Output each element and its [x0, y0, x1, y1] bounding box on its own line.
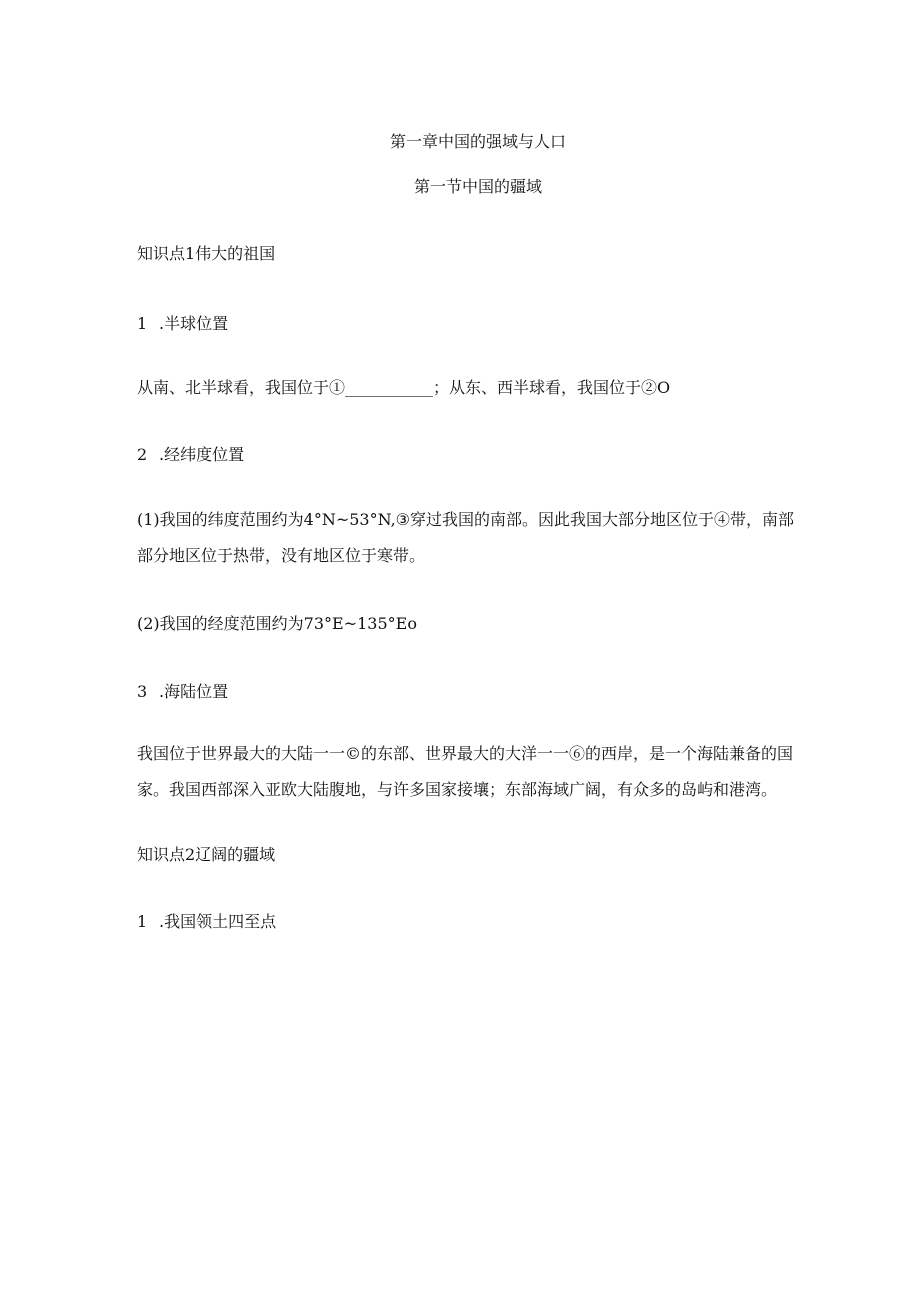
section-title: 第一节中国的疆域 — [413, 177, 542, 196]
subsection-heading — [137, 445, 244, 465]
subsection-heading — [137, 912, 276, 932]
subsection-label: .经纬度位置 — [159, 445, 245, 464]
knowledge-point-heading: 知识点2辽阔的疆域 — [137, 845, 276, 864]
paragraph: (2)我国的经度范围约为73°E~135°Eo — [137, 614, 417, 633]
subsection-label: .我国领土四至点 — [159, 912, 277, 931]
paragraph: (1)我国的纬度范围约为4°N~53°N,③穿过我国的南部。因此我国大部分地区位于④带，南部 — [137, 510, 795, 529]
paragraph: 家。我国西部深入亚欧大陆腹地，与许多国家接壤；东部海域广阔，有众多的岛屿和港湾。 — [137, 780, 778, 799]
subsection-number: 1 — [137, 314, 148, 333]
paragraph: 我国位于世界最大的大陆一一©的东部、世界最大的大洋一一⑥的西岸，是一个海陆兼备的国 — [137, 744, 794, 763]
paragraph: 从南、北半球看，我国位于①___________；从东、西半球看，我国位于②O — [137, 378, 671, 397]
chapter-title: 第一章中国的强域与人口 — [389, 132, 566, 151]
subsection-heading — [137, 682, 228, 702]
subsection-heading — [137, 314, 228, 334]
subsection-label: .半球位置 — [159, 314, 229, 333]
knowledge-point-heading: 知识点1伟大的祖国 — [137, 244, 276, 263]
subsection-number: 3 — [137, 682, 148, 701]
subsection-number: 2 — [137, 445, 148, 464]
subsection-number: 1 — [137, 912, 148, 931]
paragraph: 部分地区位于热带，没有地区位于寒带。 — [137, 546, 426, 565]
subsection-label: .海陆位置 — [159, 682, 229, 701]
